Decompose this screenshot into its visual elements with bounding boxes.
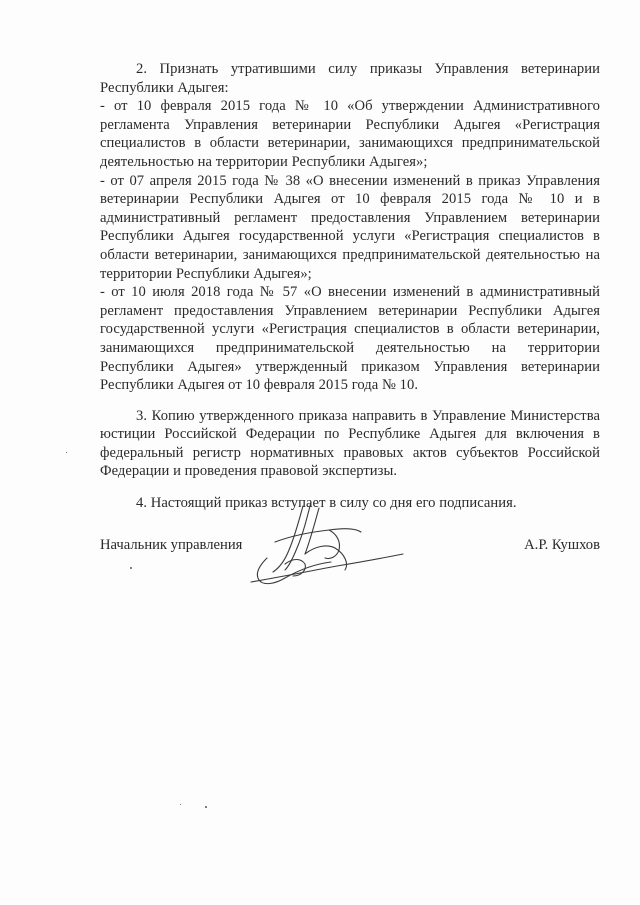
scan-speck — [180, 804, 181, 805]
paragraph-2-intro: 2. Признать утратившими силу приказы Управления ветеринарии Республики Адыгея: — [100, 61, 600, 96]
paragraph-3: 3. Копию утвержденного приказа направить в Управление Министерства юстиции Российской Федерации по Республике Адыгея для включения в федеральный регистр нормативных правовых актов субъектов Российской Федерации и проведения правовой экспертизы. — [100, 407, 600, 480]
scan-speck — [205, 806, 207, 808]
signatory-name: А.Р. Кушхов — [524, 537, 600, 553]
signatory-title: Начальник управления — [100, 537, 243, 553]
handwritten-signature — [245, 498, 415, 590]
paragraph-4: 4. Настоящий приказ вступает в силу со дня его подписания. — [136, 495, 517, 512]
paragraph-2-item-2: - от 07 апреля 2015 года № 38 «О внесении изменений в приказ Управления ветеринарии Республики Адыгея от 10 февраля 2015 года № 10 и в административный регламент предоставления Управлением ветеринарии Республики Адыгея государственной услуги «Регистрация специалистов в области ветеринарии, занимающихся предпринимательской деятельностью на территории Республики Адыгея»; — [100, 172, 600, 282]
document-body — [100, 60, 600, 513]
scan-speck — [66, 452, 67, 453]
paragraph-2-item-1: - от 10 февраля 2015 года № 10 «Об утверждении Административного регламента Управления ветеринарии Республики Адыгея «Регистрация специалистов в области ветеринарии, занимающихся предпринимательской деятельностью на территории Республики Адыгея»; — [100, 98, 600, 170]
paragraph-2-item-3: - от 10 июля 2018 года № 57 «О внесении изменений в административный регламент предоставления Управлением ветеринарии Республики Адыгея государственной услуги «Регистрация специалистов в области ветеринарии, занимающихся предпринимательской деятельностью на территории Республики Адыгея» утвержденный приказом Управления ветеринарии Республики Адыгея от 10 февраля 2015 года № 10. — [100, 284, 600, 394]
scan-speck — [130, 567, 132, 569]
